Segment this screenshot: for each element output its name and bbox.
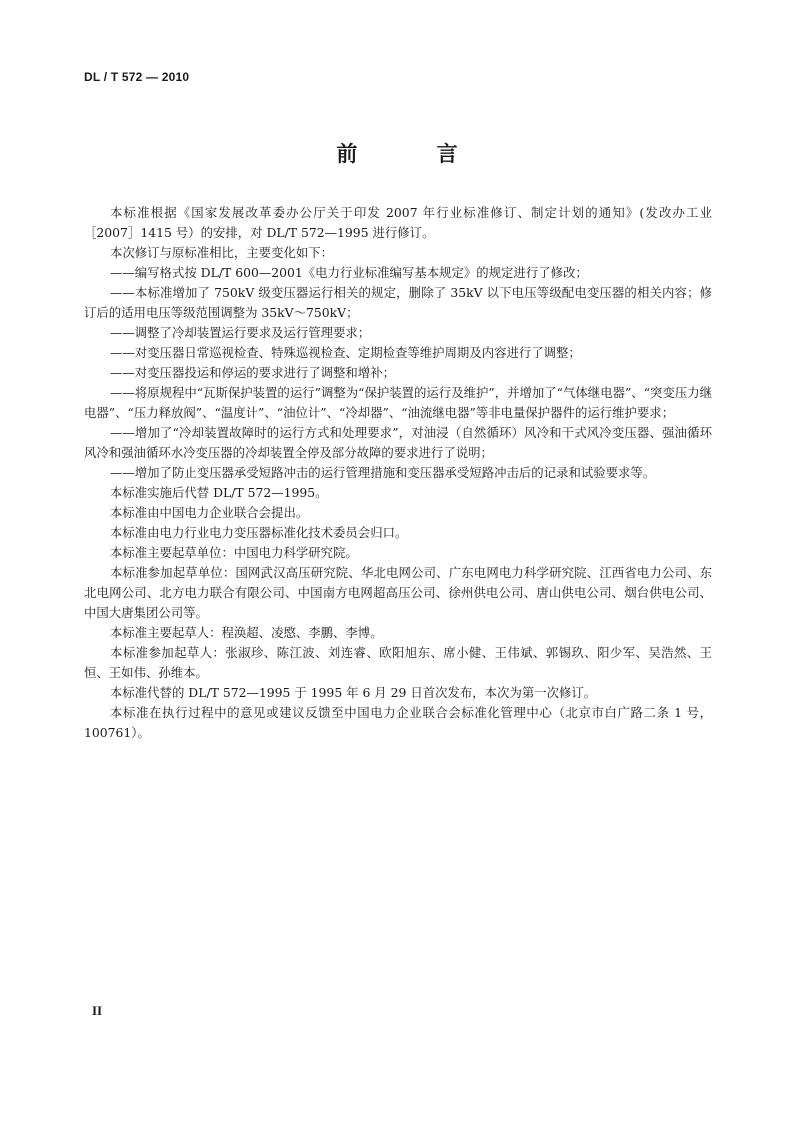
paragraph: 本标准参加起草单位：国网武汉高压研究院、华北电网公司、广东电网电力科学研究院、江西省电力公司、东北电网公司、北方电力联合有限公司、中国南方电网超高压公司、徐州供电公司、唐山供电公司、烟台供电公司、中国大唐集团公司等。 <box>84 565 712 620</box>
paragraph: 本标准由电力行业电力变压器标准化技术委员会归口。 <box>110 525 408 540</box>
change-item: ——编写格式按 DL/T 600—2001《电力行业标准编写基本规定》的规定进行了修改； <box>110 265 588 280</box>
paragraph: 本标准由中国电力企业联合会提出。 <box>110 505 309 520</box>
paragraph: 本标准参加起草人：张淑珍、陈江波、刘连睿、欧阳旭东、席小健、王伟斌、郭锡玖、阳少军、吴浩然、王恒、王如伟、孙维本。 <box>84 645 712 680</box>
paragraph: 本标准实施后代替 DL/T 572—1995。 <box>110 485 328 500</box>
paragraph: 本次修订与原标准相比，主要变化如下： <box>110 245 334 260</box>
foreword-body <box>84 203 712 743</box>
page-number: II <box>92 1003 103 1018</box>
change-item: ——本标准增加了 750kV 级变压器运行相关的规定，删除了 35kV 以下电压等级配电变压器的相关内容；修订后的适用电压等级范围调整为 35kV～750kV； <box>84 285 712 320</box>
change-item: ——对变压器投运和停运的要求进行了调整和增补； <box>110 365 395 380</box>
paragraph: 本标准代替的 DL/T 572—1995 于 1995 年 6 月 29 日首次发布，本次为第一次修订。 <box>110 685 597 700</box>
change-item: ——将原规程中“瓦斯保护装置的运行”调整为“保护装置的运行及维护”，并增加了“气体继电器”、“突变压力继电器”、“压力释放阀”、“温度计”、“油位计”、“冷却器”、“油流继电器”等非电量保护器件的运行维护要求； <box>84 385 712 420</box>
change-item: ——增加了防止变压器承受短路冲击的运行管理措施和变压器承受短路冲击后的记录和试验要求等。 <box>110 465 656 480</box>
paragraph: 本标准主要起草人：程涣超、凌愍、李鹏、李博。 <box>110 625 383 640</box>
change-item: ——对变压器日常巡视检查、特殊巡视检查、定期检查等维护周期及内容进行了调整； <box>110 345 581 360</box>
paragraph: 本标准在执行过程中的意见或建议反馈至中国电力企业联合会标准化管理中心（北京市白广路二条 1 号，100761）。 <box>84 705 712 740</box>
change-item: ——调整了冷却装置运行要求及运行管理要求； <box>110 325 371 340</box>
page-title: 前 言 <box>336 142 494 166</box>
change-item: ——增加了“冷却装置故障时的运行方式和处理要求”，对油浸（自然循环）风冷和干式风冷变压器、强油循环风冷和强油循环水冷变压器的冷却装置全停及部分故障的要求进行了说明； <box>84 425 712 460</box>
paragraph: 本标准根据《国家发展改革委办公厅关于印发 2007 年行业标准修订、制定计划的通知》(发改办工业［2007］1415 号）的安排，对 DL/T 572—1995 进行修订。 <box>84 205 712 240</box>
paragraph: 本标准主要起草单位：中国电力科学研究院。 <box>110 545 358 560</box>
document-code: DL / T 572 — 2010 <box>84 70 190 84</box>
